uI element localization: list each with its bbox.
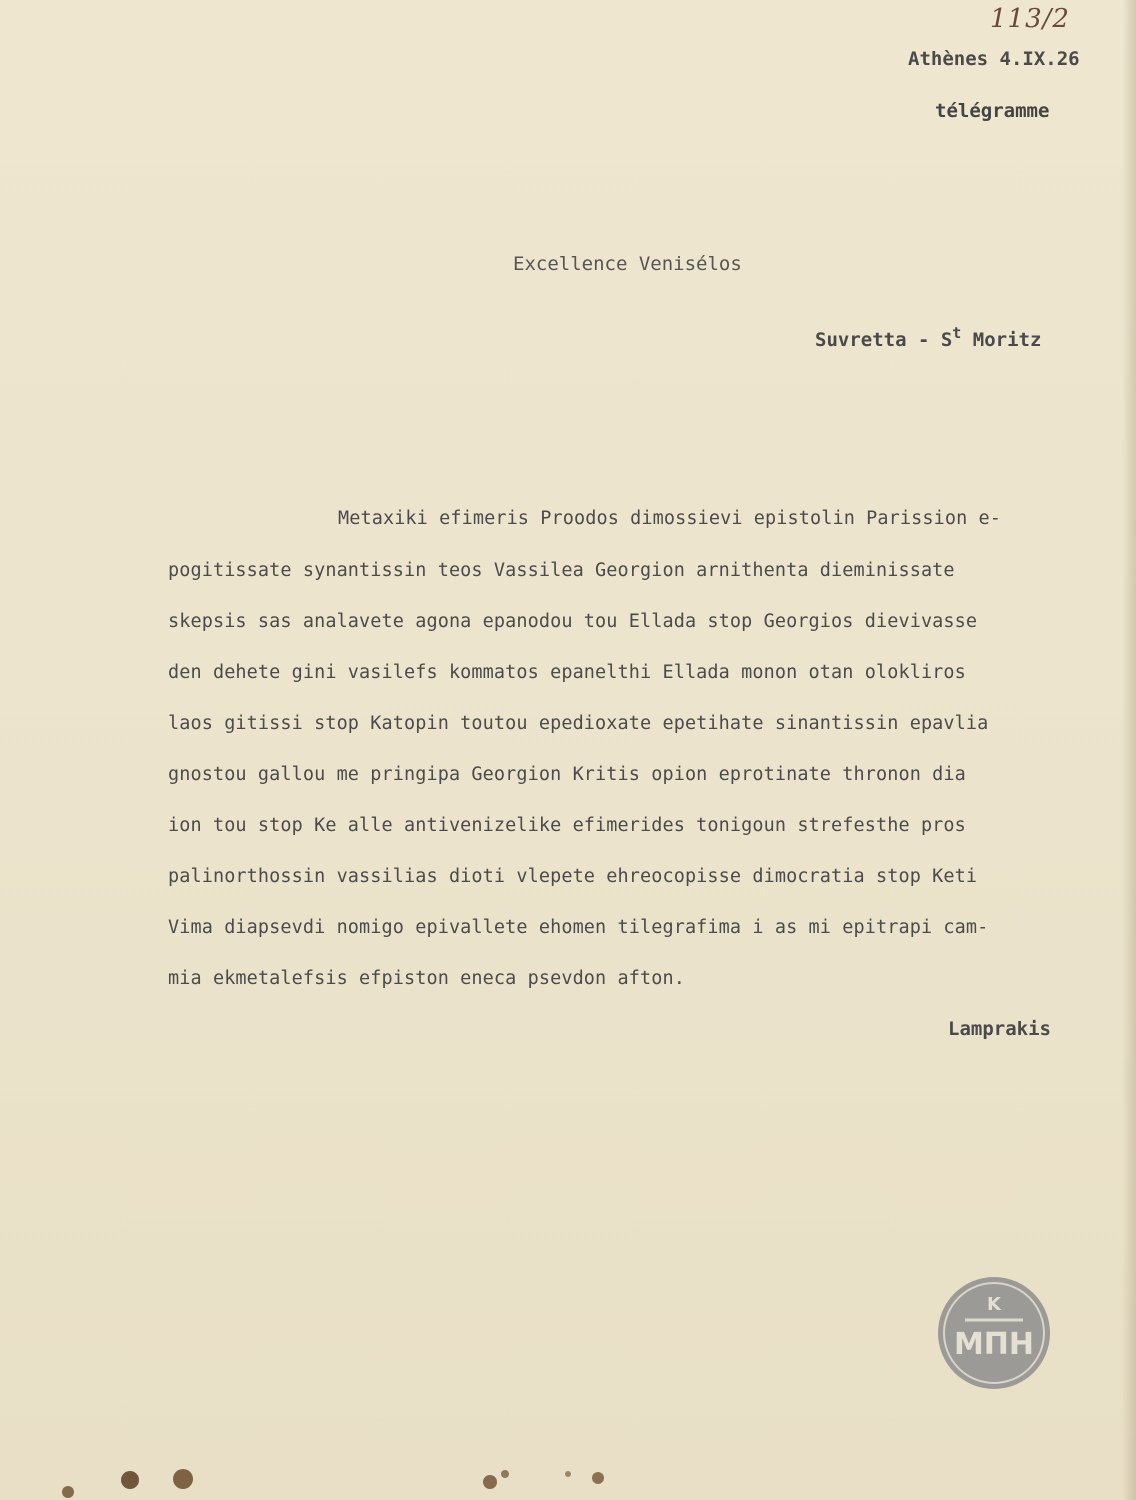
destination <box>815 324 1041 351</box>
message-line: den dehete gini vasilefs kommatos epanelthi Ellada monon otan olokliros <box>168 662 966 683</box>
message-line: Vima diapsevdi nomigo epivallete ehomen tilegrafima i as mi epitrapi cam- <box>168 917 989 938</box>
archive-number: 113/2 <box>990 4 1070 34</box>
message-line: pogitissate synantissin teos Vassilea Georgion arnithenta dieminissate <box>168 560 955 581</box>
stamp-letters: ΜΠΗ <box>953 1327 1035 1362</box>
message-line: gnostou gallou me pringipa Georgion Kritis opion eprotinate thronon dia <box>168 764 966 785</box>
destination-end: Moritz <box>961 329 1042 351</box>
destination-sup: t <box>952 324 962 342</box>
signature: Lamprakis <box>948 1018 1051 1040</box>
ink-blots <box>0 1452 1136 1500</box>
page-edge-shadow <box>1122 0 1136 1500</box>
message-line: ion tou stop Ke alle antivenizelike efimerides tonigoun strefesthe pros <box>168 815 966 836</box>
place-date: Athènes 4.IX.26 <box>908 48 1080 70</box>
recipient-name: Excellence Venisélos <box>513 253 742 275</box>
message-line: mia ekmetalefsis efpiston eneca psevdon afton. <box>168 968 685 989</box>
message-line: skepsis sas analavete agona epanodou tou Ellada stop Georgios dievivasse <box>168 611 978 632</box>
archive-seal-icon <box>935 1274 1053 1392</box>
stamp-top-letter: Κ <box>987 1294 1001 1315</box>
message-line: palinorthossin vassilias dioti vlepete ehreocopisse dimocratia stop Keti <box>168 866 978 887</box>
document-type: télégramme <box>935 100 1050 122</box>
message-line: laos gitissi stop Katopin toutou epedioxate epetihate sinantissin epavlia <box>168 713 989 734</box>
message-line: Metaxiki efimeris Proodos dimossievi epistolin Parission e- <box>338 508 1002 529</box>
destination-main: Suvretta - S <box>815 329 953 351</box>
